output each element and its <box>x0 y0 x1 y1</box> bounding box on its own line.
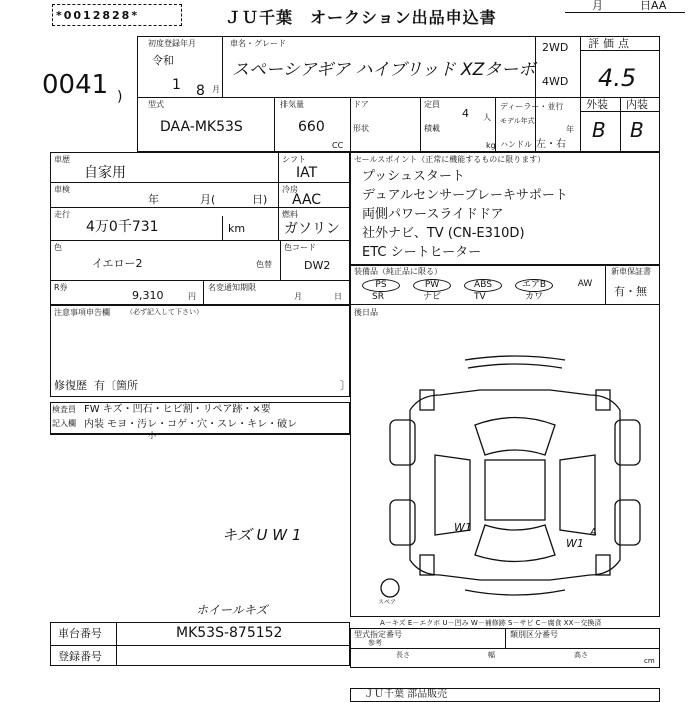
model-year-label: モデル年式 <box>500 117 535 125</box>
footer-text: ＪＵ千葉 部品販売 <box>364 689 448 700</box>
model-designation-label: 型式指定番号 <box>354 630 402 639</box>
color-label: 色 <box>54 243 62 252</box>
transfer-day: 日 <box>334 292 342 301</box>
inspector-label1: 検査員 <box>52 405 76 414</box>
recycle-unit: 円 <box>188 292 196 301</box>
history-value: 自家用 <box>84 165 126 181</box>
repair-value: 有〔箇所 <box>94 379 138 392</box>
car-name-label: 車名・グレード <box>230 39 286 48</box>
roof <box>485 460 545 520</box>
notes-label: 注意事項申告欄 <box>54 308 110 317</box>
damage-legend: A－キズ E－エクボ U－凹み W－補修跡 S－サビ C－腐食 XX－交換済 <box>380 619 602 627</box>
notes-instruction: （必ず記入して下さい） <box>126 308 203 316</box>
car-name: スペーシアギア ハイブリッド XZターボ <box>232 60 536 80</box>
diagram-w1-left: W1 <box>454 521 472 534</box>
front-bumper <box>465 356 565 360</box>
recycle-value: 9,310 <box>132 289 164 302</box>
rear-seat-label: 後日品 <box>354 308 378 317</box>
inspection-day: 日) <box>252 193 268 206</box>
lot-number: 0041 <box>42 70 109 100</box>
color-value: イエロー2 <box>92 257 143 270</box>
first-reg-month-unit: 月 <box>212 85 220 94</box>
displacement-label: 排気量 <box>280 100 304 109</box>
equipment-code: PS <box>362 279 400 292</box>
diagram-w1-right: W1 <box>566 537 584 550</box>
handwritten-note1: キズ U W 1 <box>222 526 302 544</box>
serial-box <box>52 4 182 26</box>
left-rear-panel <box>390 500 415 545</box>
equipment-name: SR <box>372 292 384 302</box>
chassis-value: MK53S-875152 <box>176 625 283 641</box>
transfer-month: 月 <box>294 292 302 301</box>
int-label: 内装 <box>626 98 648 111</box>
width-label: 幅 <box>488 651 495 659</box>
inspector-label2: 記入欄 <box>52 419 76 428</box>
model-label: 型式 <box>148 100 164 109</box>
equipment-label: 装備品（純正品に限る） <box>354 267 442 276</box>
color-code: DW2 <box>304 259 331 272</box>
mileage-unit: km <box>228 222 246 235</box>
first-reg-label: 初度登録年月 <box>148 39 196 48</box>
sales-point-item: プッシュスタート <box>362 169 465 184</box>
transfer-label: 名変通知期限 <box>208 283 256 292</box>
rear-right-wheel <box>596 555 610 575</box>
drive-2wd: 2WD <box>542 41 569 54</box>
rear-left-wheel <box>420 555 434 575</box>
left-fender <box>390 420 415 465</box>
rear-window <box>475 525 555 562</box>
form-title: ＪＵ千葉 オークション出品申込書 <box>225 8 497 27</box>
inspector-small-mark: 小 <box>148 431 156 440</box>
equipment-name: ナビ <box>423 292 442 302</box>
kg-unit: kg <box>486 141 496 150</box>
history-label: 車歴 <box>54 155 70 164</box>
shift-value: IAT <box>296 165 318 181</box>
first-reg-month: 8 <box>196 83 205 99</box>
displacement-value: 660 <box>298 119 325 135</box>
ref-label-1: 参考 <box>368 639 382 647</box>
height-label: 高さ <box>574 651 588 659</box>
door-label: ドア <box>353 100 369 109</box>
fuel-label: 燃料 <box>282 210 298 219</box>
repair-label: 修復歴 <box>54 379 87 392</box>
hood-outline <box>410 390 620 410</box>
spare-label: スペア <box>378 599 397 606</box>
cc-unit: CC <box>332 141 344 150</box>
capacity-value: 4 <box>462 107 469 120</box>
sales-point-item: 社外ナビ、TV (CN-E310D) <box>362 226 525 241</box>
inspection-year: 年 <box>148 193 159 206</box>
header-day-aa: 日AA <box>640 0 667 12</box>
ext-grade: B <box>592 118 606 142</box>
registration-label: 登録番号 <box>58 650 102 663</box>
fuel-value: ガソリン <box>284 221 340 237</box>
equipment-code: PW <box>413 279 451 292</box>
load-label: 積載 <box>424 124 440 133</box>
drive-4wd: 4WD <box>542 75 569 88</box>
new-warranty-options: 有・無 <box>614 285 647 298</box>
aircon-label: 冷房 <box>282 185 298 194</box>
equipment-name: TV <box>474 292 486 302</box>
right-doors <box>560 455 595 535</box>
handle-label: ハンドル <box>500 140 532 149</box>
dealer-label: ディーラー・並行 <box>500 102 564 111</box>
handle-options: 左・右 <box>536 139 566 150</box>
spare-tire <box>381 579 399 597</box>
era: 令和 <box>152 54 174 67</box>
windshield <box>475 418 555 456</box>
inspection-month: 月( <box>200 193 216 206</box>
color-code-label: 色コード <box>284 243 316 252</box>
inspector-row2: 内装 モヨ・汚レ・コゲ・穴・スレ・キレ・破レ <box>84 419 298 430</box>
score-label: 評価点 <box>588 37 633 50</box>
handwritten-note2: ホイールキズ <box>196 603 268 617</box>
chassis-label: 車台番号 <box>58 627 102 640</box>
sales-point-item: 両側パワースライドドア <box>362 207 504 222</box>
recycle-label: R券 <box>54 283 68 292</box>
shift-label: シフト <box>282 155 306 164</box>
right-fender <box>615 420 640 465</box>
front-right-wheel <box>596 390 610 410</box>
aircon-value: AAC <box>292 192 322 208</box>
car-damage-diagram <box>380 350 650 610</box>
shape-label: 形状 <box>353 124 369 133</box>
int-grade: B <box>630 118 644 142</box>
header-month: 月 <box>592 0 603 12</box>
length-label: 長さ <box>396 651 410 659</box>
front-left-wheel <box>420 390 434 410</box>
right-rear-panel <box>615 500 640 545</box>
inspection-label: 車検 <box>54 185 70 194</box>
mileage-label: 走行 <box>54 210 70 219</box>
inspector-row1: FW キズ・凹石・ヒビ割・リペア跡・×要 <box>84 404 271 415</box>
serial-barcode-text: *0012828* <box>56 9 140 22</box>
capacity-label: 定員 <box>424 100 440 109</box>
equipment-code: AW <box>577 279 593 289</box>
sales-points-label: セールスポイント（正常に機能するものに限ります） <box>354 155 546 164</box>
cm-label: cm <box>644 657 655 665</box>
score-value: 4.5 <box>598 64 637 92</box>
color-change-label: 色替 <box>256 260 272 269</box>
body-outline <box>410 410 620 580</box>
category-label: 類別区分番号 <box>510 630 558 639</box>
sales-point-item: デュアルセンサーブレーキサポート <box>362 188 568 203</box>
lot-number-mark: ) <box>117 89 123 105</box>
model-value: DAA-MK53S <box>160 119 243 135</box>
equipment-code: エアB <box>515 279 553 292</box>
equipment-name: カワ <box>525 292 544 302</box>
mileage-value: 4万0千731 <box>86 219 159 235</box>
sales-point-item: ETC シートヒーター <box>362 245 482 260</box>
new-warranty-label: 新車保証書 <box>611 267 651 276</box>
repair-close: 〕 <box>340 379 351 392</box>
ext-label: 外装 <box>586 98 608 111</box>
capacity-unit: 人 <box>483 113 491 122</box>
first-reg-year: 1 <box>172 77 181 93</box>
model-year-unit: 年 <box>566 125 574 134</box>
diagram-a-mark: A <box>590 527 597 538</box>
equipment-code: ABS <box>464 279 502 292</box>
rear-bumper <box>465 590 565 595</box>
